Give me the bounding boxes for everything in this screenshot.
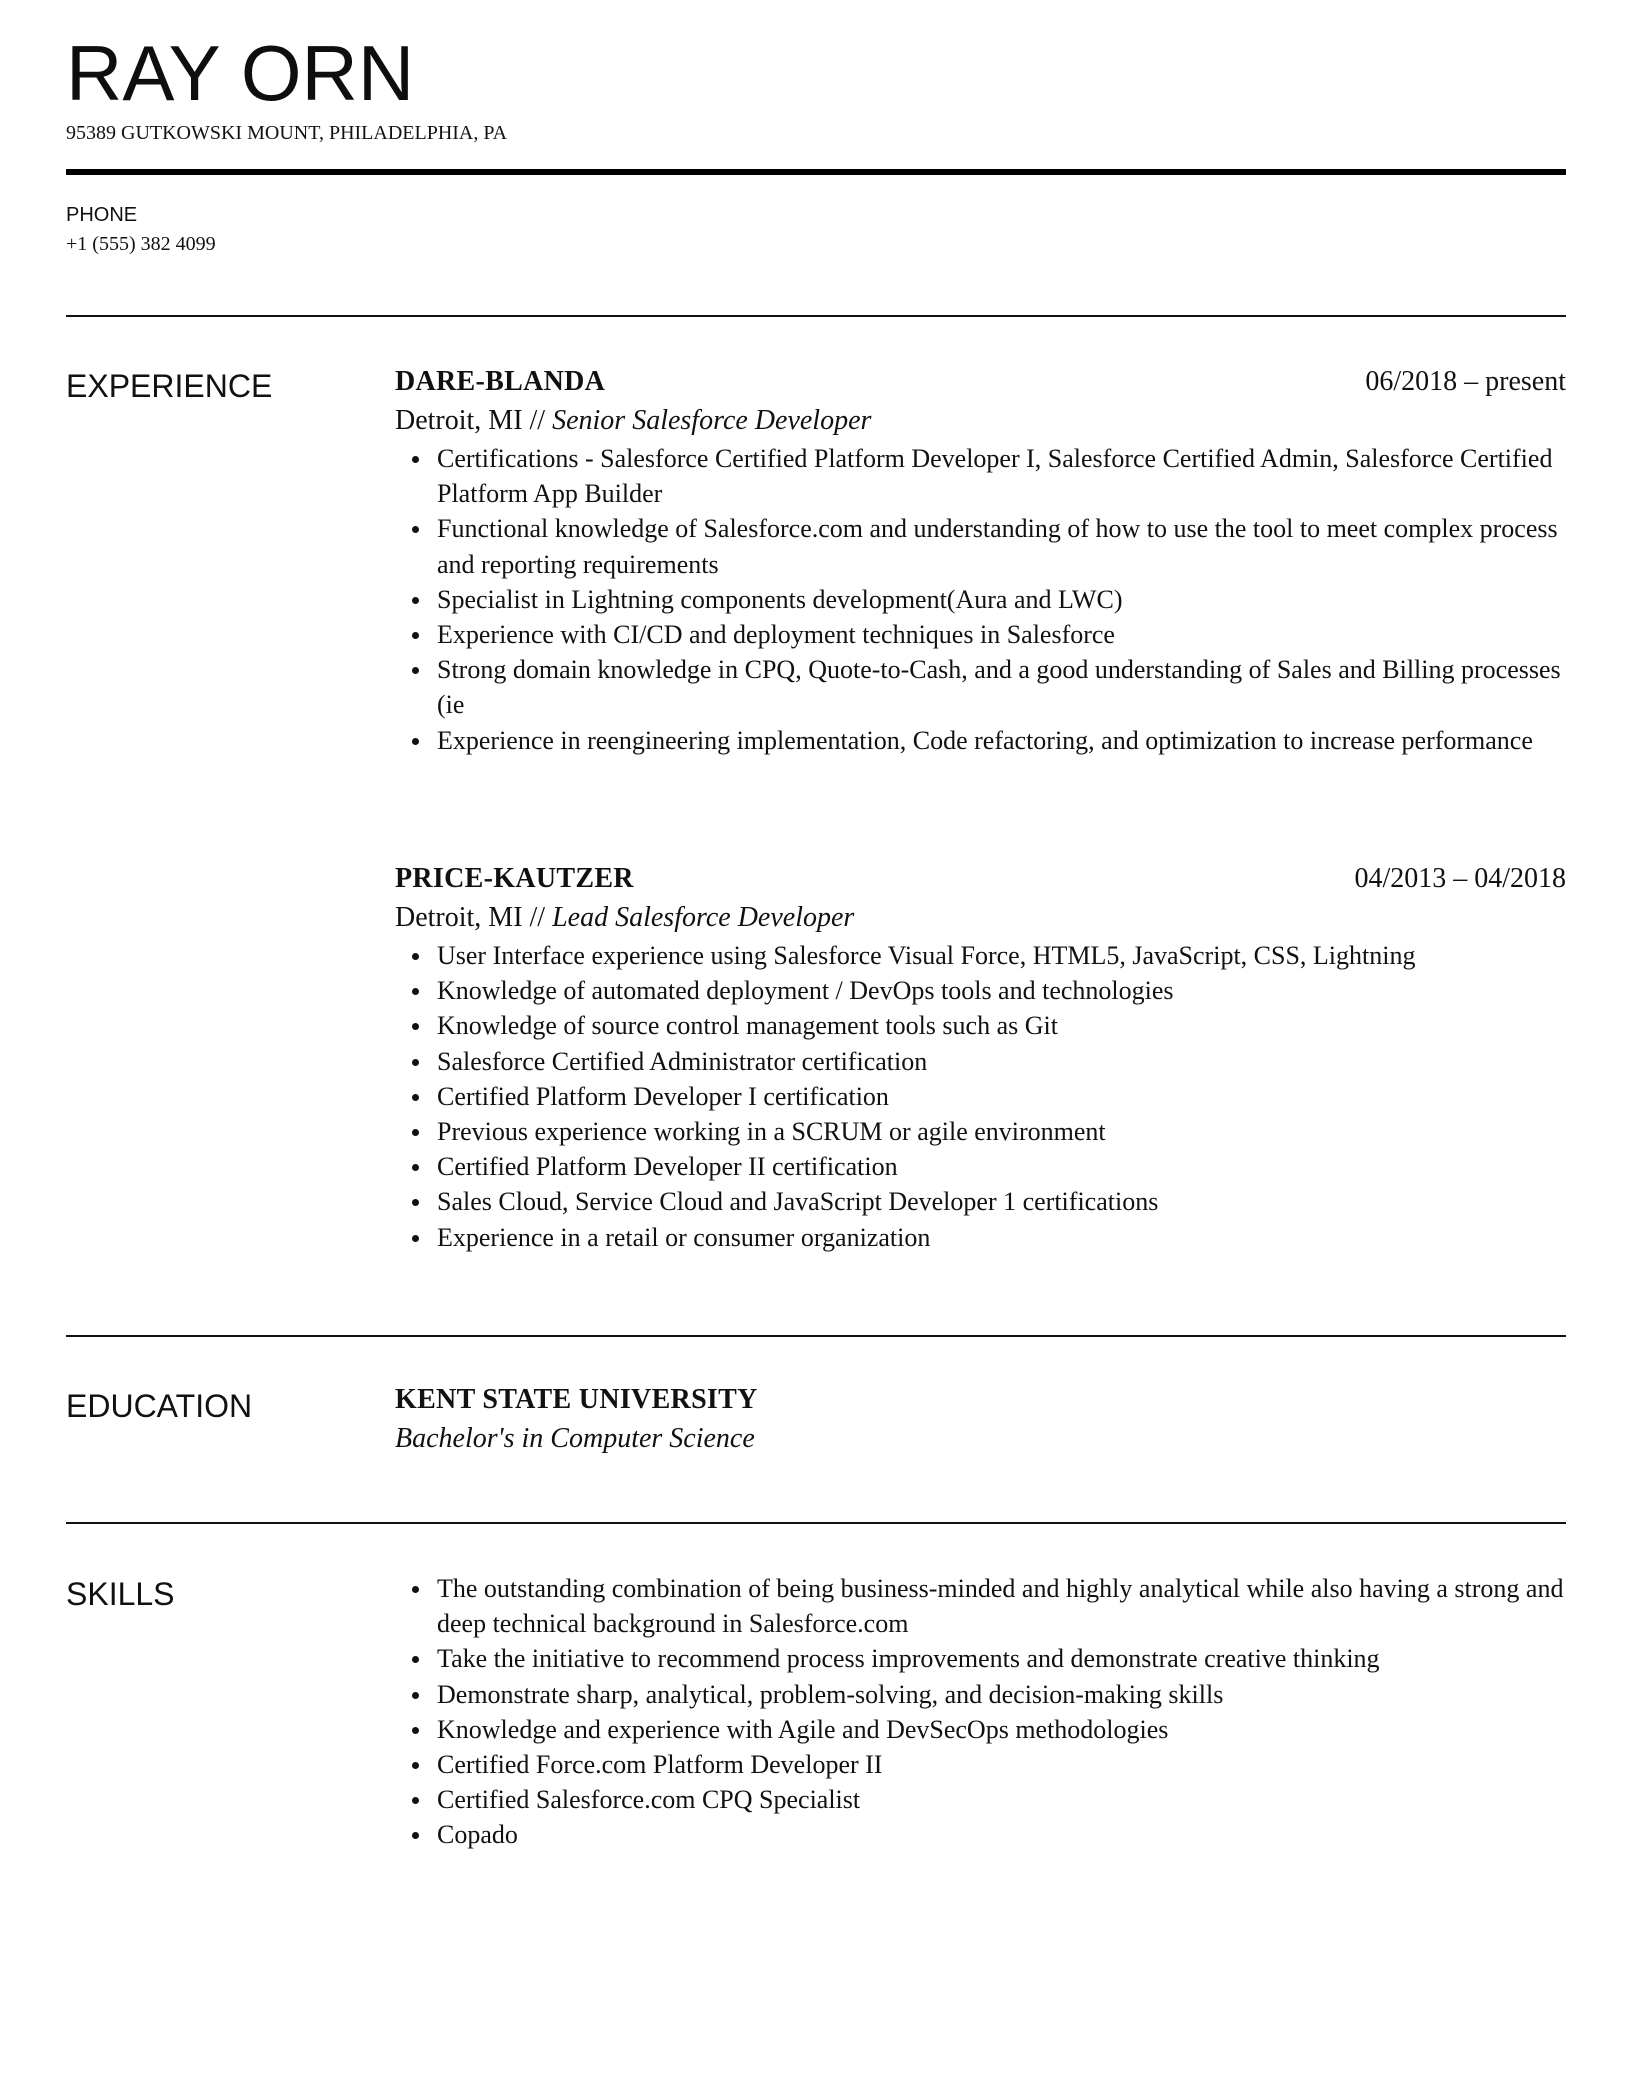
job-company: PRICE-KAUTZER: [395, 863, 634, 894]
list-item: [395, 938, 1566, 973]
bullet-dot: [412, 953, 419, 960]
list-item: [395, 1782, 1566, 1817]
list-item: [395, 582, 1566, 617]
list-item: [395, 1571, 1566, 1641]
list-item: [395, 1079, 1566, 1114]
bullet-dot: [412, 667, 419, 674]
phone-number: +1 (555) 382 4099: [66, 233, 216, 255]
bullet-dot: [412, 1762, 419, 1769]
job-header: [395, 363, 1566, 401]
list-item: [395, 1817, 1566, 1852]
job-separator: //: [529, 405, 546, 436]
list-item-text: Knowledge and experience with Agile and DevSecOps methodologies: [437, 1714, 1169, 1744]
bullet-dot: [412, 1797, 419, 1804]
job-role: Senior Salesforce Developer: [552, 405, 872, 436]
bullet-dot: [412, 988, 419, 995]
list-item: [395, 441, 1566, 511]
job-company: DARE-BLANDA: [395, 366, 606, 397]
list-item: [395, 617, 1566, 652]
job-dates: 06/2018 – present: [1365, 366, 1566, 397]
candidate-address: 95389 GUTKOWSKI MOUNT, PHILADELPHIA, PA: [66, 122, 508, 144]
job-entry: [395, 363, 1566, 758]
list-item-text: Sales Cloud, Service Cloud and JavaScript Developer 1 certifications: [437, 1187, 1159, 1217]
list-item-text: The outstanding combination of being business-minded and highly analytical while also having a strong and deep technical background in Salesforce.com: [437, 1574, 1564, 1639]
list-item-text: Salesforce Certified Administrator certification: [437, 1046, 928, 1076]
list-item: [395, 1184, 1566, 1219]
job-bullet-list: [395, 938, 1566, 1255]
list-item-text: Certifications - Salesforce Certified Platform Developer I, Salesforce Certified Admin, Salesforce Certified Platform App Builder: [437, 444, 1553, 509]
job-separator: //: [529, 902, 546, 933]
bullet-dot: [412, 738, 419, 745]
list-item: [395, 1008, 1566, 1043]
bullet-dot: [412, 1199, 419, 1206]
bullet-dot: [412, 1023, 419, 1030]
bullet-dot: [412, 1059, 419, 1066]
list-item-text: Knowledge of automated deployment / DevOps tools and technologies: [437, 976, 1174, 1006]
job-header: [395, 860, 1566, 898]
list-item-text: Strong domain knowledge in CPQ, Quote-to-Cash, and a good understanding of Sales and Billing processes (ie: [437, 655, 1561, 720]
candidate-name: RAY ORN: [66, 29, 415, 117]
list-item: [395, 1114, 1566, 1149]
list-item-text: Functional knowledge of Salesforce.com and understanding of how to use the tool to meet complex process and reporting requirements: [437, 514, 1558, 579]
list-item-text: Take the initiative to recommend process improvements and demonstrate creative thinking: [437, 1644, 1380, 1674]
list-item: [395, 1220, 1566, 1255]
education-section-title: EDUCATION: [66, 1388, 253, 1424]
list-item-text: Experience in a retail or consumer organization: [437, 1222, 931, 1252]
list-item-text: Certified Platform Developer II certification: [437, 1152, 898, 1182]
list-item: [395, 511, 1566, 581]
list-item: [395, 652, 1566, 722]
skills-entry: [395, 1571, 1566, 1853]
section-divider: [66, 1522, 1566, 1524]
bullet-dot: [412, 1586, 419, 1593]
degree: Bachelor's in Computer Science: [395, 1423, 755, 1454]
education-header: [395, 1381, 1566, 1419]
bullet-dot: [412, 1094, 419, 1101]
bullet-dot: [412, 1656, 419, 1663]
job-entry: [395, 860, 1566, 1255]
bullet-dot: [412, 1164, 419, 1171]
skills-list: [395, 1571, 1566, 1853]
list-item: [395, 1149, 1566, 1184]
phone-label: PHONE: [66, 204, 138, 226]
list-item-text: User Interface experience using Salesforce Visual Force, HTML5, JavaScript, CSS, Lightning: [437, 941, 1416, 970]
list-item: [395, 723, 1566, 758]
list-item: [395, 1044, 1566, 1079]
list-item: [395, 973, 1566, 1008]
bullet-dot: [412, 1832, 419, 1839]
list-item-text: Certified Salesforce.com CPQ Specialist: [437, 1785, 861, 1815]
list-item-text: Experience in reengineering implementation, Code refactoring, and optimization to increase performance: [437, 725, 1533, 755]
experience-section-title: EXPERIENCE: [66, 368, 273, 404]
list-item-text: Knowledge of source control management tools such as Git: [437, 1011, 1058, 1041]
list-item-text: Previous experience working in a SCRUM or agile environment: [437, 1117, 1106, 1147]
list-item: [395, 1712, 1566, 1747]
bullet-dot: [412, 526, 419, 533]
list-item-text: Demonstrate sharp, analytical, problem-solving, and decision-making skills: [437, 1679, 1224, 1709]
bullet-dot: [412, 1235, 419, 1242]
job-location: Detroit, MI: [395, 405, 523, 436]
list-item-text: Certified Platform Developer I certification: [437, 1081, 889, 1111]
list-item: [395, 1677, 1566, 1712]
list-item-text: Copado: [437, 1820, 518, 1850]
list-item-text: Experience with CI/CD and deployment techniques in Salesforce: [437, 620, 1115, 650]
bullet-dot: [412, 1129, 419, 1136]
school-name: KENT STATE UNIVERSITY: [395, 1384, 758, 1415]
job-subline: [395, 401, 1566, 441]
job-subline: [395, 898, 1566, 938]
list-item: [395, 1747, 1566, 1782]
job-role: Lead Salesforce Developer: [552, 902, 855, 933]
skills-section-title: SKILLS: [66, 1576, 175, 1612]
job-bullet-list: [395, 441, 1566, 758]
bullet-dot: [412, 456, 419, 463]
bullet-dot: [412, 1727, 419, 1734]
bullet-dot: [412, 597, 419, 604]
job-location: Detroit, MI: [395, 902, 523, 933]
list-item: [395, 1641, 1566, 1676]
bullet-dot: [412, 632, 419, 639]
list-item-text: Specialist in Lightning components development(Aura and LWC): [437, 584, 1123, 614]
section-divider: [66, 1335, 1566, 1337]
list-item-text: Certified Force.com Platform Developer II: [437, 1750, 883, 1780]
section-divider: [66, 315, 1566, 317]
header-divider: [66, 169, 1566, 175]
job-dates: 04/2013 – 04/2018: [1354, 863, 1566, 894]
bullet-dot: [412, 1692, 419, 1699]
education-entry: [395, 1381, 1566, 1459]
